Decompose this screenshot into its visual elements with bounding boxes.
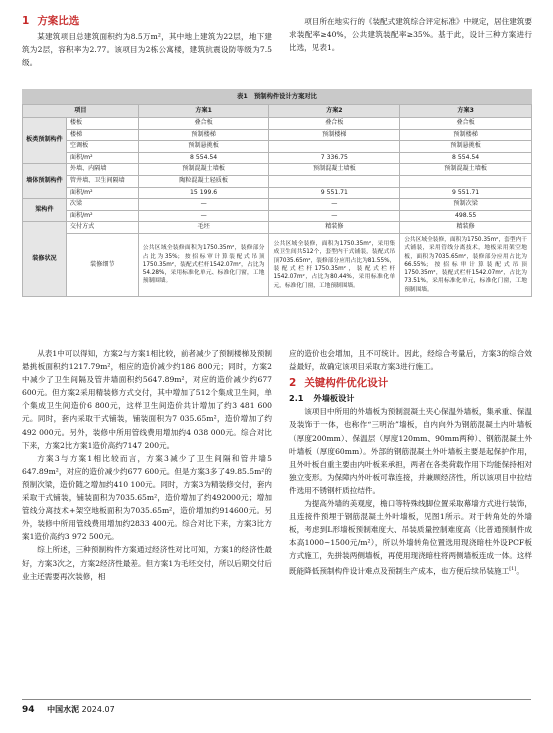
row-label: 空调板 [66, 141, 138, 153]
table-row [23, 187, 532, 199]
table-caption: 表1 预制构件设计方案对比 [22, 89, 532, 104]
row-label: 管井墙、卫生间隔墙 [66, 175, 138, 187]
journal-issue: 2024.07 [81, 705, 115, 714]
table-cell: 预制混凝土墙板 [400, 164, 532, 176]
row-label: 次梁 [66, 199, 138, 211]
table-cell: 公共区域全装修面积为1750.35m²，装修部分占比为35%；按招标审计算装配式吊顶1750.35m²，装配式栏杆1542.07m²，占比为54.28%，采用标准化单元、标准化门窗，工地预制围墙。 [138, 233, 269, 296]
section1-para-right: 项目所在地实行的《装配式建筑综合评定标准》中规定，居住建筑要求装配率≥40%，公共建筑装配率≥35%。基于此，设计三种方案进行比选，见表1。 [289, 17, 532, 53]
table-cell: 叠合板 [138, 118, 269, 130]
table-cell: 8 554.54 [138, 152, 269, 164]
body-paragraph: 综上所述，三种预制构件方案通过经济性对比可知，方案1的经济性最好，方案3次之，方案2经济性最差。但方案1为毛坯交付，所以后期交付后业主还需要再次装修，相 [22, 545, 272, 581]
table-row [23, 210, 532, 222]
body-paragraph: 方案3与方案1相比较而言，方案3减少了卫生间隔和管井墙5 647.89m²，对应的造价减少约677 600元。但是方案3多了49.85.5m²的预制次梁，造价随之增加约410 100元。同时，方案3为精装修交付，套内采取干式铺装，铺装面积为7035.65m²，造价增加了约492000元；增加管线分离技术+架空地板面积为7035.65m²，造价增加约914600元。另外，装修中所用管线费用增加约2833 400元。综合对比下来，方案3比方案1造价高约3 972 500元。 [22, 453, 272, 542]
citation-ref: [1] [509, 565, 517, 572]
body-left-column [22, 347, 272, 583]
comparison-table [22, 104, 532, 297]
section2-heading: 2 关键构件优化设计 [289, 377, 389, 390]
table-cell: 8 554.54 [400, 152, 532, 164]
body-paragraph: 该项目中所用的外墙板为预制混凝土夹心保温外墙板，集承重、保温及装饰于一体，也称作“三明治”墙板，自内向外为钢筋混凝土内叶墙板（厚度200mm）、保温层（厚度120mm、90mm两种）、钢筋混凝土外叶墙板（厚度60mm）。外部的钢筋混凝土外叶墙板主要是起保护作用，且外叶板自重主要由内叶板来承担，两者在各类荷载作用下均能保持相对独立变形。为保障内外叶板可靠连接，并兼顾经济性，所以该项目中拉结件选用不锈钢杆质拉结件。 [289, 407, 532, 495]
table-header-row [23, 105, 532, 118]
row-label: 面积/m² [66, 210, 138, 222]
table-row [23, 222, 532, 234]
journal-name: 中国水泥 [47, 705, 80, 714]
table-cell [269, 141, 400, 153]
table-row [23, 233, 532, 296]
row-label: 装修细节 [66, 233, 138, 296]
body-right-column [289, 347, 532, 577]
table-cell: 预制混凝土墙板 [269, 164, 400, 176]
page-footer [22, 704, 115, 715]
body-paragraph: 为提高外墙的美观度，檐口等特殊线脚位置采取幕墙方式进行装饰，且连接件预埋于钢筋混凝土外叶墙板，见图1所示。对于转角处的外墙板，考虑到L形墙板预制难度大、吊装质量控制难度高（比普通预制件成本高1000~1500元/m²），所以外墙转角位置选用现浇暗柱外设PCF板方式施工，先拼装两侧墙板，再使用现浇暗柱将两侧墙板连成一体。这样既能降低预制构件设计难点及预制生产成本，也方便后续吊装施工[1]。 [289, 499, 532, 576]
row-label: 楼梯 [66, 129, 138, 141]
table-row [23, 164, 532, 176]
subsection-heading: 2.1 外墙板设计 [289, 393, 355, 404]
table-cell: 叠合板 [269, 118, 400, 130]
table-cell: 预制悬挑板 [138, 141, 269, 153]
table-row [23, 129, 532, 141]
category-finishing: 装修状况 [23, 222, 67, 297]
row-label: 交付方式 [66, 222, 138, 234]
header-plan1: 方案1 [138, 105, 269, 118]
section1-heading: 1 方案比选 [22, 15, 80, 27]
table-cell: 公共区域全装修，面积为1750.35m²，套型内干式铺装，采用管线分离技术，地板采用架空地板，面积为7035.65m²，装修部分应用占比为66.55%；按招标审计算装配式吊顶1750.35m²，装配式栏杆1542.07m²，占比为73.51%，采用标准化单元，标准化门窗，工地预制围墙。 [400, 233, 532, 296]
body-paragraph: 应的造价也会增加，且不可统计。因此，经综合考量后，方案3的综合效益最好，故确定该项目采取方案3进行施工。 [289, 349, 532, 372]
section1-right [289, 15, 532, 54]
table-row [23, 141, 532, 153]
category-floor: 板类预制构件 [23, 118, 67, 164]
body-paragraph: 从表1中可以得知，方案2与方案1相比较，前者减少了预制楼梯及预制悬挑板面积约1217.79m²，相应的造价减少约186 800元；同时，方案2中减少了卫生间隔及管井墙面积约5647.89m²，对应的造价减少约677 600元。但方案2采用精装修方式交付，其中增加了512个集成卫生间，单个集成卫生间造价6 800元，这样卫生间造价共计增加了约3 481 600元。同时，套内采取干式铺装，铺装面积为7 035.65m²，造价增加了约492 000元。另外，装修中所用管线费用增加约4 038 000元。综合对比下来，方案2比方案1造价高约7147 200元。 [22, 349, 272, 450]
table-cell: 叠合板 [400, 118, 532, 130]
table-cell: 15 199.6 [138, 187, 269, 199]
table-cell: 7 336.75 [269, 152, 400, 164]
table-cell: 预制混凝土墙板 [138, 164, 269, 176]
table-row [23, 118, 532, 130]
table-cell: 预制楼梯 [269, 129, 400, 141]
table-cell: — [138, 210, 269, 222]
table-row [23, 152, 532, 164]
row-label: 外墙、内隔墙 [66, 164, 138, 176]
table-cell: 预制悬挑板 [400, 141, 532, 153]
table-cell: 公共区域全装修，面积为1750.35m²，采用集成卫生间共512个，套型内干式铺装，装配式吊顶7035.65m²，装修部分应用占比为81.55%，装配式栏杆1750.35m²，装配式栏杆1542.07m²，占比为80.44%，采用标准化单元，标准化门窗，工地预制围墙。 [269, 233, 400, 296]
table-row [23, 199, 532, 211]
header-plan2: 方案2 [269, 105, 400, 118]
table-cell: 498.55 [400, 210, 532, 222]
table-cell: 精装修 [269, 222, 400, 234]
row-label: 楼板 [66, 118, 138, 130]
table-cell: — [269, 199, 400, 211]
table-cell: 9 551.71 [400, 187, 532, 199]
row-label: 面积/m² [66, 152, 138, 164]
header-plan3: 方案3 [400, 105, 532, 118]
table-cell: 精装修 [400, 222, 532, 234]
table-cell: 预制次梁 [400, 199, 532, 211]
table-cell: 预制楼梯 [400, 129, 532, 141]
category-wall: 墙体预制构件 [23, 164, 67, 199]
footer-divider [22, 699, 531, 700]
table-cell: 毛坯 [138, 222, 269, 234]
row-label: 面积/m² [66, 187, 138, 199]
table-row [23, 175, 532, 187]
header-item: 项目 [23, 105, 139, 118]
table-cell: — [269, 210, 400, 222]
section1-para-left: 某建筑项目总建筑面积约为8.5万m²，其中地上建筑为22层，地下建筑为2层，容积率为2.77。该项目为2栋公寓楼，建筑抗震设防等级为7.5级。 [22, 32, 272, 68]
table-cell [400, 175, 532, 187]
page-number: 94 [22, 705, 35, 715]
table-cell: 9 551.71 [269, 187, 400, 199]
table-cell: 预制楼梯 [138, 129, 269, 141]
table-cell [269, 175, 400, 187]
table-cell: — [138, 199, 269, 211]
section1-left [22, 15, 272, 69]
table-cell: 陶粒混凝土轻质板 [138, 175, 269, 187]
category-beam: 梁构件 [23, 199, 67, 222]
